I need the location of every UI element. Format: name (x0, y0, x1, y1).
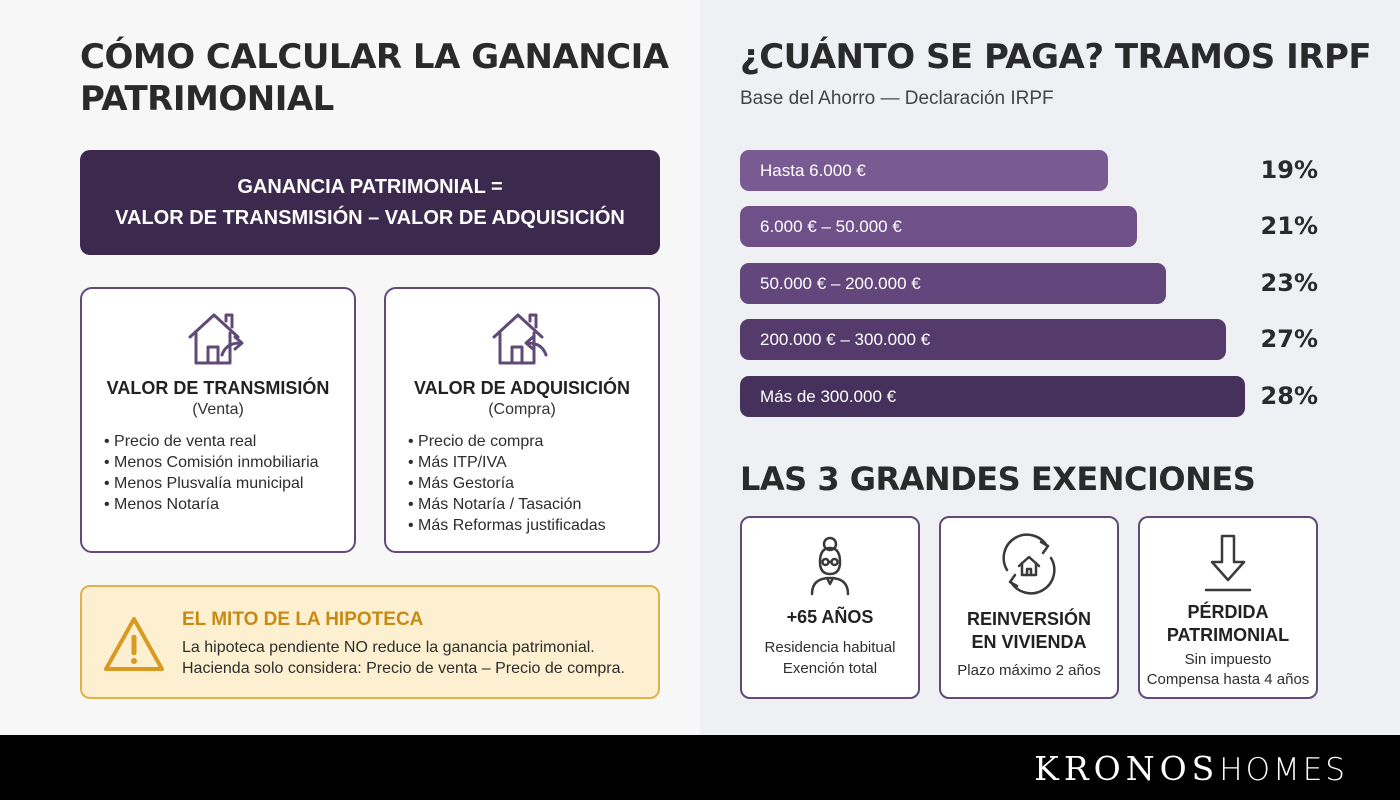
bracket-rate: 28% (1260, 382, 1318, 410)
left-panel (0, 0, 700, 735)
exemption-loss-title-2: PATRIMONIAL (1166, 625, 1290, 645)
exemption-card-loss (1138, 516, 1318, 699)
formula-box (80, 150, 660, 255)
exemption-reinvestment-title-1: REINVERSIÓN (966, 609, 1092, 629)
warning-line-1: La hipoteca pendiente NO reduce la ganancia patrimonial. (182, 639, 595, 656)
acquisition-title: VALOR DE ADQUISICIÓN (413, 378, 630, 398)
elderly-person-icon (798, 532, 862, 596)
exemption-card-reinvestment (939, 516, 1119, 699)
bracket-bar: 6.000 € – 50.000 € (740, 206, 1137, 247)
exemption-65-desc-1: Residencia habitual (764, 639, 896, 656)
exemptions-title: LAS 3 GRANDES EXENCIONES (740, 460, 1256, 498)
list-item: • Precio de compra (408, 431, 606, 452)
bracket-rate: 27% (1260, 325, 1318, 353)
bracket-rate: 23% (1260, 269, 1318, 297)
acquisition-card (384, 287, 660, 553)
brand-part-2: HOMES (1219, 752, 1348, 788)
page-title: CÓMO CALCULAR LA GANANCIA PATRIMONIAL (80, 37, 669, 119)
list-item: • Menos Plusvalía municipal (104, 473, 319, 494)
warning-icon (102, 615, 166, 673)
warning-line-2: Hacienda solo considera: Precio de venta – Precio de compra. (182, 660, 625, 677)
acquisition-list (408, 431, 606, 536)
irpf-title: ¿CUÁNTO SE PAGA? TRAMOS IRPF (740, 37, 1372, 77)
list-item: • Más Reformas justificadas (408, 515, 606, 536)
list-item: • Más ITP/IVA (408, 452, 606, 473)
bracket-bar: 200.000 € – 300.000 € (740, 319, 1226, 360)
transmission-subtitle: (Venta) (192, 401, 244, 418)
down-arrow-icon (1196, 532, 1260, 596)
brand-part-1: KRONOS (1034, 749, 1220, 788)
exemption-reinvestment-desc: Plazo máximo 2 años (957, 662, 1101, 679)
list-item: • Menos Comisión inmobiliaria (104, 452, 319, 473)
exemption-reinvestment-title-2: EN VIVIENDA (971, 632, 1087, 652)
mortgage-warning (80, 585, 660, 699)
list-item: • Más Gestoría (408, 473, 606, 494)
exemption-loss-title-1: PÉRDIDA (1187, 602, 1269, 622)
transmission-title: VALOR DE TRANSMISIÓN (106, 378, 330, 398)
bracket-bar: 50.000 € – 200.000 € (740, 263, 1166, 304)
bracket-rate: 21% (1260, 212, 1318, 240)
exemption-loss-desc-2: Compensa hasta 4 años (1146, 671, 1310, 688)
list-item: • Menos Notaría (104, 494, 319, 515)
bracket-bar: Hasta 6.000 € (740, 150, 1108, 191)
house-arrow-out-icon (182, 309, 254, 369)
transmission-card (80, 287, 356, 553)
transmission-list (104, 431, 319, 515)
bracket-bar: Más de 300.000 € (740, 376, 1245, 417)
warning-title: EL MITO DE LA HIPOTECA (182, 609, 424, 630)
list-item: • Más Notaría / Tasación (408, 494, 606, 515)
house-arrow-in-icon (486, 309, 558, 369)
footer (0, 735, 1400, 800)
formula-line-2: VALOR DE TRANSMISIÓN – VALOR DE ADQUISICIÓN (115, 207, 625, 229)
formula-line-1: GANANCIA PATRIMONIAL = (237, 176, 503, 198)
house-cycle-icon (997, 532, 1061, 596)
exemption-loss-desc-1: Sin impuesto (1184, 651, 1272, 668)
exemption-card-65 (740, 516, 920, 699)
bracket-rate: 19% (1260, 156, 1318, 184)
irpf-subtitle: Base del Ahorro — Declaración IRPF (740, 88, 1054, 109)
exemption-65-desc-2: Exención total (782, 660, 878, 677)
exemption-65-title: +65 AÑOS (786, 607, 874, 627)
list-item: • Precio de venta real (104, 431, 319, 452)
acquisition-subtitle: (Compra) (488, 401, 556, 418)
brand-logo (1034, 749, 1348, 788)
